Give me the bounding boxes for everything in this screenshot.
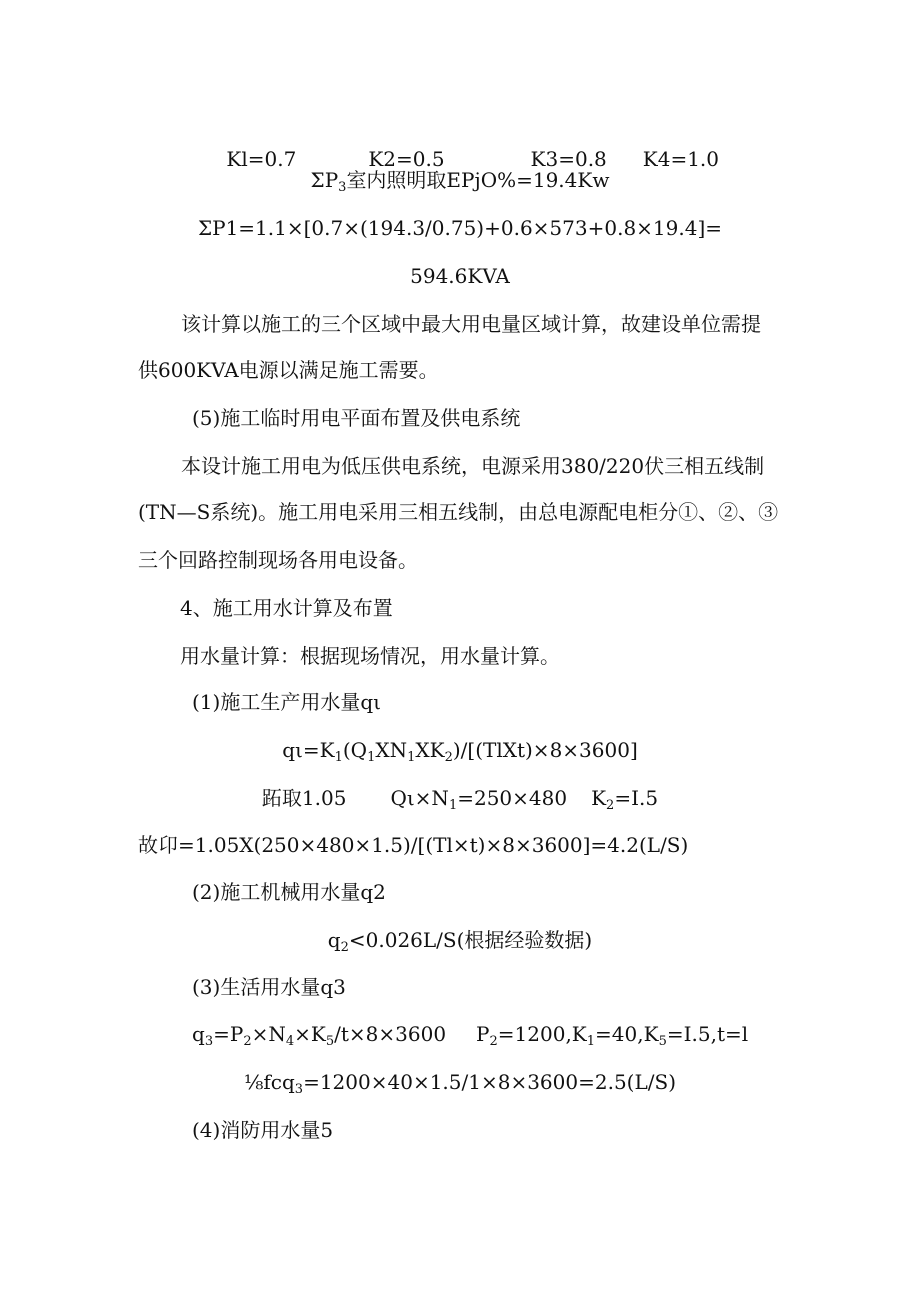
heading-3: (3)生活用水量q3 <box>192 975 346 999</box>
p3-line: $\Sigma P_3$室内照明取EPjO%=19.4Kw <box>310 168 610 195</box>
heading-2: (2)施工机械用水量q2 <box>192 880 386 904</box>
p1-formula: ΣP1=1.1×[0.7×(194.3/0.75)+0.6×573+0.8×19.4]= <box>197 216 723 240</box>
k2: K2=0.5 <box>368 147 445 171</box>
k4: K4=1.0 <box>642 147 720 171</box>
k1: Kl=0.7 <box>226 147 297 171</box>
para1-line2: 供600KVA电源以满足施工需要。 <box>138 358 439 382</box>
water-intro: 用水量计算：根据现场情况，用水量计算。 <box>180 644 560 668</box>
q3-result: ⅛fcq$_3$=1200×40×1.5/1×8×3600=2.5(L/S) <box>244 1070 676 1097</box>
para1-line1: 该计算以施工的三个区域中最大用电量区域计算，故建设单位需提 <box>181 312 761 336</box>
q1-params: 跖取1.05 $Q\iota\times N_1=250\times 480$ $K_2=I.5$ <box>261 786 659 813</box>
section-4-heading: 4、施工用水计算及布置 <box>180 596 393 620</box>
para2-line1: 本设计施工用电为低压供电系统，电源采用380/220伏三相五线制 <box>181 454 765 478</box>
q3-formula: $q_3=P_2\times N_4\times K_5/t\times 8\times 3600$ $P_2=1200,K_1=40,K_5=I.5,t=l$ <box>192 1022 749 1049</box>
para2-line2: (TN—S系统)。施工用电采用三相五线制，由总电源配电柜分①、②、③ <box>138 500 779 524</box>
q2-value: $q_2<0.026L/S$(根据经验数据) <box>327 928 593 955</box>
para2-line3: 三个回路控制现场各用电设备。 <box>138 548 418 572</box>
q1-result: 故卬=1.05X(250×480×1.5)/[(Tl×t)×8×3600]=4.2(L/S) <box>138 833 689 857</box>
heading-4: (4)消防用水量5 <box>192 1118 334 1142</box>
heading-1: (1)施工生产用水量qι <box>192 690 381 714</box>
k3: K3=0.8 <box>530 147 607 171</box>
q1-formula: $q\iota=K_1(Q_1XN_1XK_2)/[(TlXt)\times 8\times 3600]$ <box>282 738 638 765</box>
p1-result: 594.6KVA <box>410 264 510 288</box>
heading-5: (5)施工临时用电平面布置及供电系统 <box>192 406 521 430</box>
